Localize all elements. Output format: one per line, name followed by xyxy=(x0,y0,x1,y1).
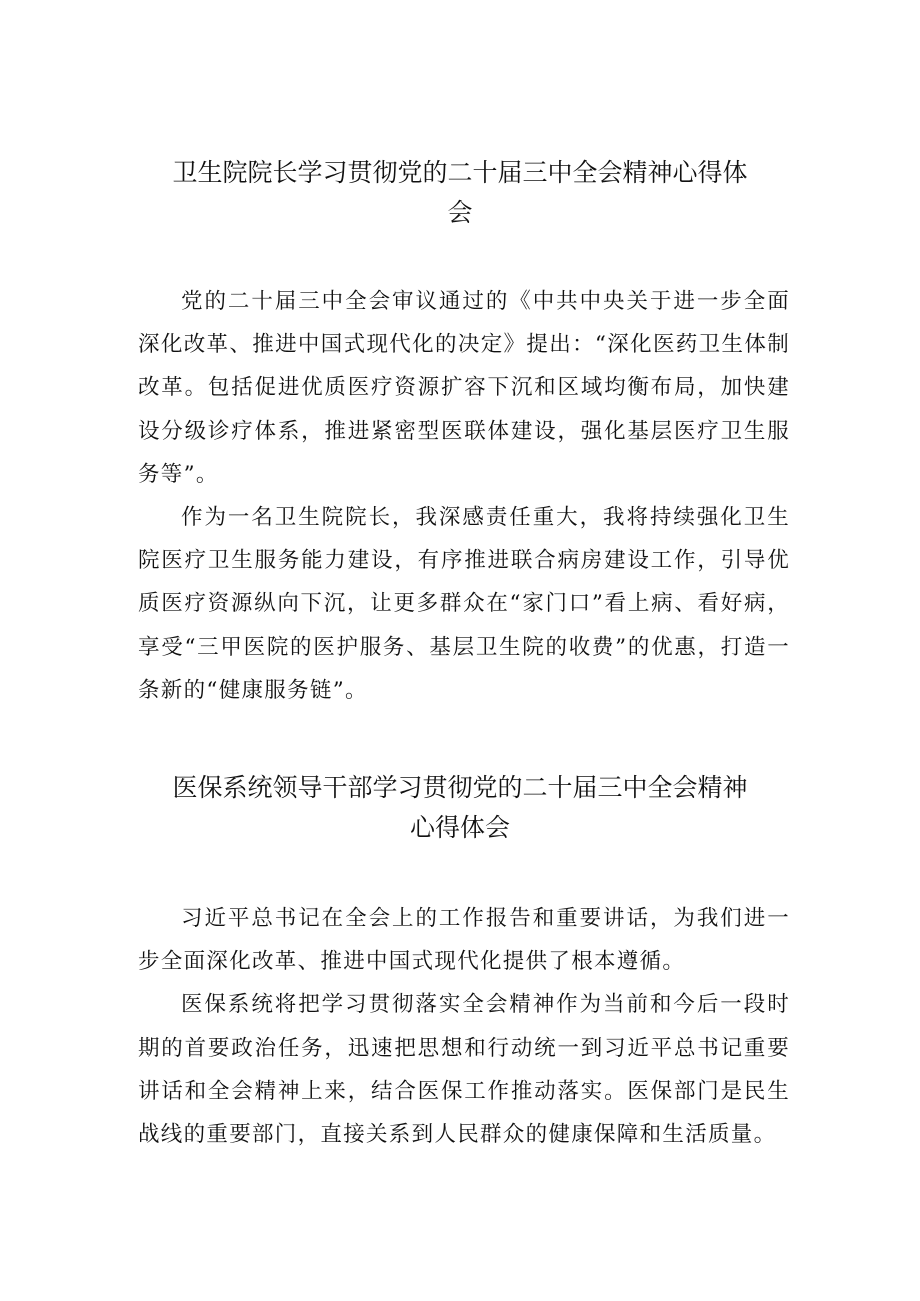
section-1-body xyxy=(138,280,790,712)
section-2-title xyxy=(120,768,800,848)
section-2-body xyxy=(138,897,790,1156)
section-2-title-line-2: 心得体会 xyxy=(409,813,510,842)
section-1-title-line-2: 会 xyxy=(447,198,473,227)
section-2-paragraph-2: 医保系统将把学习贯彻落实全会精神作为当前和今后一段时期的首要政治任务，迅速把思想和行动统一到习近平总书记重要讲话和全会精神上来，结合医保工作推动落实。医保部门是民生战线的重要部门，直接关系到人民群众的健康保障和生活质量。 xyxy=(138,992,790,1148)
section-1-paragraph-1: 党的二十届三中全会审议通过的《中共中央关于进一步全面深化改革、推进中国式现代化的决定》提出：“深化医药卫生体制改革。包括促进优质医疗资源扩容下沉和区域均衡布局，加快建设分级诊疗体系，推进紧密型医联体建设，强化基层医疗卫生服务等”。 xyxy=(138,289,790,487)
section-2-paragraph-1: 习近平总书记在全会上的工作报告和重要讲话，为我们进一步全面深化改革、推进中国式现代化提供了根本遵循。 xyxy=(138,906,790,975)
section-1-paragraph-2: 作为一名卫生院院长，我深感责任重大，我将持续强化卫生院医疗卫生服务能力建设，有序推进联合病房建设工作，引导优质医疗资源纵向下沉，让更多群众在“家门口”看上病、看好病，享受“三甲医院的医护服务、基层卫生院的收费”的优惠，打造一条新的“健康服务链”。 xyxy=(138,505,790,703)
section-1-title xyxy=(120,153,800,233)
section-1-title-line-1: 卫生院院长学习贯彻党的二十届三中全会精神心得体 xyxy=(172,158,748,187)
section-2-title-line-1: 医保系统领导干部学习贯彻党的二十届三中全会精神 xyxy=(172,773,748,802)
